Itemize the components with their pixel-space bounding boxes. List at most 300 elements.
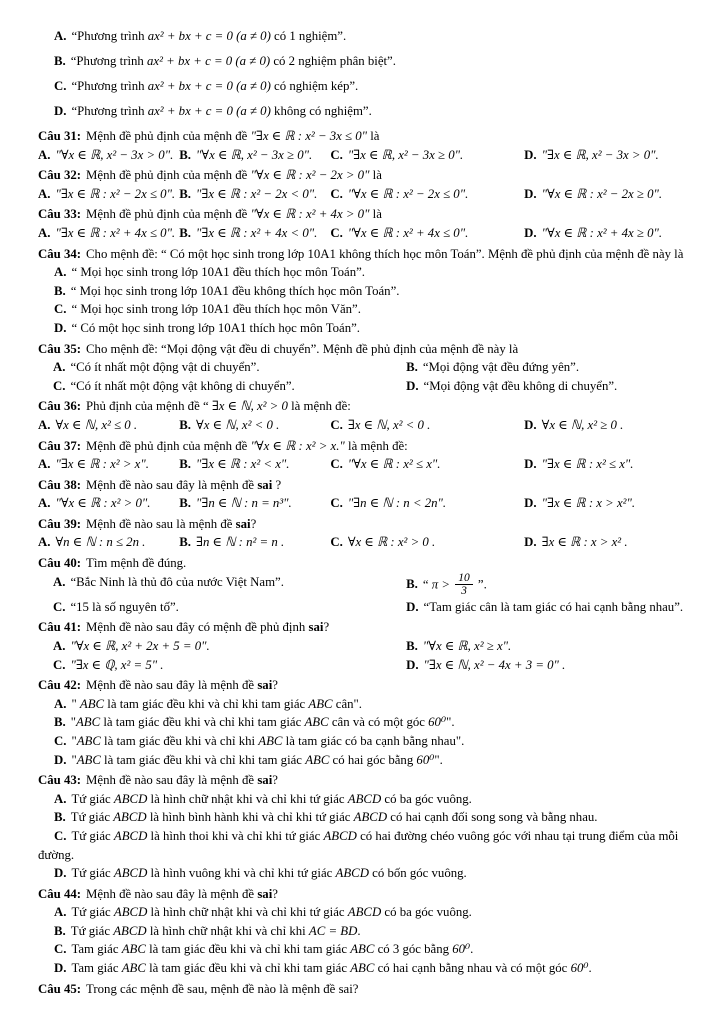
option-letter: B. <box>179 496 191 511</box>
question-stem <box>38 397 695 416</box>
text-segment: “ Có một học sinh trong lớp 10A1 thích học môn Toán”. <box>71 320 361 335</box>
option-B <box>179 185 330 204</box>
question-40 <box>38 554 695 616</box>
options <box>38 494 695 513</box>
text-segment: ax² + bx + c = 0 (a ≠ 0) <box>147 54 271 68</box>
option-letter: D. <box>54 320 67 335</box>
option-letter: C. <box>54 79 67 93</box>
option-A <box>38 455 179 474</box>
option-letter: A. <box>38 496 51 511</box>
text-segment: “Phương trình <box>70 54 148 68</box>
text-segment: ABCD <box>113 791 148 806</box>
text-segment: ∀x ∈ ℕ, x² ≥ 0 . <box>541 417 624 432</box>
option-A <box>38 790 695 809</box>
question-number: Câu 31: <box>38 129 82 143</box>
question-number: Câu 35: <box>38 341 82 356</box>
option-C <box>330 533 524 552</box>
option-letter: A. <box>53 360 66 375</box>
option-letter: C. <box>54 942 67 957</box>
question-33 <box>38 205 695 242</box>
option-letter: D. <box>524 225 537 240</box>
question-stem <box>38 437 695 456</box>
text-segment: "∀x ∈ ℝ : x² − 2x ≤ 0". <box>347 186 469 201</box>
option-B <box>179 494 330 513</box>
options <box>38 416 695 435</box>
text-segment: ? <box>272 678 278 693</box>
text-segment: " <box>71 733 77 748</box>
text-segment: ABCD <box>113 923 147 938</box>
text-segment: ABC <box>258 733 283 748</box>
text-segment: ABC <box>121 942 146 957</box>
text-segment: ? <box>272 773 278 788</box>
option-A <box>53 573 406 598</box>
option-letter: C. <box>330 417 343 432</box>
text-segment: "∀x ∈ ℝ : x² − 2x ≥ 0". <box>541 186 663 201</box>
text-segment: "∃x ∈ ℝ, x² − 3x > 0". <box>541 147 659 162</box>
option-letter: B. <box>406 577 418 592</box>
question-number: Câu 44: <box>38 886 82 901</box>
option-D <box>524 494 695 513</box>
text-segment: là hình bình hành khi và chỉ khi tứ giác <box>146 810 354 825</box>
text-segment: ABC <box>350 942 375 957</box>
option-letter: A. <box>54 265 67 280</box>
text-segment: "∀x ∈ ℝ : x² ≤ x". <box>347 457 441 472</box>
text-segment: Tứ giác <box>70 923 114 938</box>
text-segment: "∃x ∈ ℝ : x > x²". <box>541 496 636 511</box>
text-segment: có 1 nghiệm”. <box>270 29 347 43</box>
text-segment: “15 là số nguyên tố”. <box>70 599 179 614</box>
text-segment: Cho mệnh đề: “ Có một học sinh trong lớp 10A1 không thích học môn Toán”. Mệnh đề phủ định của mệnh đề này là <box>86 246 684 261</box>
text-segment: "∃x ∈ ℝ, x² − 3x ≥ 0". <box>347 147 464 162</box>
text-segment: ABC <box>75 715 101 730</box>
question-stem <box>38 476 695 495</box>
option-B <box>179 224 330 243</box>
text-segment: Mệnh đề nào sau đây có mệnh đề phủ định <box>86 620 309 635</box>
option-A <box>53 358 406 377</box>
option-A <box>38 695 695 714</box>
question-number: Câu 40: <box>38 556 82 571</box>
text-segment: Tứ giác <box>71 905 114 920</box>
text-segment: Tứ giác <box>71 791 114 806</box>
text-segment: 60⁰ <box>416 752 435 767</box>
text-segment: ABC <box>76 733 101 748</box>
question-number: Câu 33: <box>38 207 82 222</box>
option-letter: A. <box>54 791 67 806</box>
text-segment: ? <box>323 620 330 635</box>
text-segment: “ Mọi học sinh trong lớp 10A1 đều thích học môn Văn”. <box>71 302 361 317</box>
options <box>38 455 695 474</box>
text-segment: là tam giác đều khi và chỉ khi tam giác <box>145 961 351 976</box>
option-letter: D. <box>406 599 419 614</box>
option-letter: B. <box>179 147 191 162</box>
option-letter: B. <box>179 225 191 240</box>
text-segment: sai <box>257 477 273 492</box>
question-stem <box>38 515 695 534</box>
text-segment: là hình vuông khi và chỉ khi tứ giác <box>147 866 336 881</box>
text-segment: “Mọi động vật đều đứng yên”. <box>422 360 580 375</box>
text-segment: "∃x ∈ ℚ, x² = 5" . <box>70 657 164 672</box>
text-segment: ABC <box>308 696 333 711</box>
option-letter: B. <box>179 186 191 201</box>
text-segment: Mệnh đề nào sau đây là mệnh đề <box>86 477 258 492</box>
question-stem <box>38 771 695 790</box>
text-segment: Mệnh đề nào sau đây là mệnh đề <box>86 773 258 788</box>
text-segment: có hai cạnh bằng nhau và có một góc <box>374 961 571 976</box>
question-38 <box>38 476 695 513</box>
text-segment: ABCD <box>113 810 147 825</box>
text-segment: sai <box>257 773 273 788</box>
text-segment: Tứ giác <box>71 828 114 843</box>
option-C <box>330 185 524 204</box>
question-34 <box>38 245 695 338</box>
text-segment: ABCD <box>347 905 382 920</box>
text-segment: là tam giác đều khi và chỉ khi tam giác <box>145 942 351 957</box>
option-D <box>524 185 695 204</box>
option-letter: B. <box>54 715 66 730</box>
question-42 <box>38 676 695 769</box>
text-segment: “Có ít nhất một động vật di chuyển”. <box>70 360 260 375</box>
option-C <box>53 656 406 675</box>
text-segment: là hình chữ nhật khi và chỉ khi tứ giác <box>147 905 348 920</box>
text-segment: ". <box>434 752 443 767</box>
option-B <box>179 455 330 474</box>
option-letter: D. <box>524 147 537 162</box>
text-segment: sai <box>308 620 324 635</box>
question-43 <box>38 771 695 883</box>
question-number: Câu 42: <box>38 678 82 693</box>
option-A <box>38 903 695 922</box>
options <box>38 263 695 337</box>
option-D <box>524 146 695 165</box>
option-letter: D. <box>524 417 537 432</box>
question-36 <box>38 397 695 434</box>
text-segment: . <box>357 923 361 938</box>
question-number: Câu 34: <box>38 246 82 261</box>
question-stem <box>38 245 695 264</box>
question-35 <box>38 340 695 396</box>
option-letter: B. <box>406 360 418 375</box>
question-41 <box>38 618 695 674</box>
text-segment: là hình chữ nhật khi và chỉ khi <box>146 923 309 938</box>
option-A <box>38 146 179 165</box>
text-segment: "∃x ∈ ℝ : x² − 2x ≤ 0". <box>55 186 176 201</box>
text-segment: ∀n ∈ ℕ : n ≤ 2n . <box>55 535 146 550</box>
question-stem <box>38 127 695 146</box>
text-segment: Phủ định của mệnh đề “ <box>86 399 212 414</box>
option-letter: D. <box>54 961 67 976</box>
option-B <box>406 358 695 377</box>
text-segment: là tam giác đều khi và chỉ khi tam giác <box>104 696 309 711</box>
text-segment: "∀x ∈ ℝ, x² − 3x > 0". <box>55 147 174 162</box>
options <box>38 358 695 395</box>
text-segment: "∀x ∈ ℝ : x² + 4x ≥ 0". <box>541 225 663 240</box>
text-segment: ∀x ∈ ℕ, x² < 0 . <box>196 417 280 432</box>
option-letter: A. <box>38 225 51 240</box>
text-segment: là hình thoi khi và chỉ khi tứ giác <box>147 828 324 843</box>
option-D <box>38 319 695 338</box>
text-segment: "∃x ∈ ℝ : x² > x". <box>55 457 149 472</box>
option-letter: A. <box>54 29 67 43</box>
text-segment: "∀x ∈ ℝ : x² − 2x > 0" <box>250 168 370 183</box>
question-32 <box>38 166 695 203</box>
text-segment: . <box>588 961 592 976</box>
option-A <box>38 224 179 243</box>
option-D <box>524 224 695 243</box>
text-segment: 60⁰ <box>570 961 589 976</box>
option-D <box>38 751 695 770</box>
question-number: Câu 41: <box>38 620 82 635</box>
text-segment: "∃x ∈ ℝ : x² < x". <box>196 457 290 472</box>
question-stem <box>38 340 695 359</box>
option-letter: B. <box>179 457 191 472</box>
question-39 <box>38 515 695 552</box>
text-segment: "∀x ∈ ℝ, x² ≥ x". <box>422 638 512 653</box>
option-A <box>38 263 695 282</box>
fraction <box>455 572 473 597</box>
option-C <box>38 300 695 319</box>
text-segment: Tìm mệnh đề đúng. <box>86 556 187 571</box>
text-segment: "∃x ∈ ℝ : x² − 2x < 0". <box>196 186 318 201</box>
text-segment: Mệnh đề nào sau là mệnh đề <box>86 516 236 531</box>
text-segment: 60⁰ <box>428 715 447 730</box>
option-B <box>406 573 695 598</box>
text-segment: có 3 góc bằng <box>374 942 453 957</box>
question-number: Câu 37: <box>38 438 82 453</box>
text-segment: ABC <box>304 715 329 730</box>
text-segment: “ <box>422 577 432 592</box>
text-segment: ABC <box>79 696 105 711</box>
option-C <box>330 416 524 435</box>
option-letter: D. <box>54 104 67 118</box>
text-segment: là mệnh đề: <box>344 438 408 453</box>
option-letter: B. <box>179 535 191 550</box>
text-segment: "∀x ∈ ℝ : x² > 0". <box>55 496 151 511</box>
text-segment: “Phương trình <box>71 104 148 118</box>
question-number: Câu 43: <box>38 773 82 788</box>
text-segment: Mệnh đề phủ định của mệnh đề <box>86 129 251 143</box>
option-letter: B. <box>406 638 418 653</box>
option-letter: D. <box>406 378 419 393</box>
question-45 <box>38 980 695 999</box>
question-44 <box>38 885 695 978</box>
options <box>38 695 695 769</box>
option-D <box>38 864 695 883</box>
exam-body <box>38 24 695 998</box>
option-C <box>330 494 524 513</box>
text-segment: " <box>71 696 80 711</box>
text-segment: sai <box>235 516 251 531</box>
option-A <box>38 416 179 435</box>
option-A <box>38 185 179 204</box>
intro-options <box>38 24 695 124</box>
option-C <box>330 455 524 474</box>
option-C <box>53 377 406 396</box>
text-segment: là tam giác có ba cạnh bằng nhau". <box>282 733 465 748</box>
options <box>38 790 695 883</box>
option-letter: C. <box>330 496 343 511</box>
options <box>38 224 695 243</box>
text-segment: ∃x ∈ ℕ, x² > 0 <box>211 399 288 414</box>
option-letter: B. <box>179 417 191 432</box>
text-segment: “Phương trình <box>71 79 148 93</box>
text-segment: Mệnh đề nào sau đây là mệnh đề <box>86 678 258 693</box>
text-segment: Mệnh đề phủ định của mệnh đề <box>86 168 251 183</box>
option-C <box>330 224 524 243</box>
text-segment: ABCD <box>335 866 369 881</box>
options <box>38 573 695 617</box>
option-letter: C. <box>330 147 343 162</box>
text-segment: có bốn góc vuông. <box>368 866 467 881</box>
text-segment: Mệnh đề phủ định của mệnh đề <box>86 207 251 222</box>
option-D <box>524 416 695 435</box>
text-segment: ABC <box>305 752 330 767</box>
option-letter: A. <box>54 696 67 711</box>
text-segment: Tứ giác <box>71 866 114 881</box>
text-segment: là tam giác đều khi và chỉ khi tam giác <box>100 715 305 730</box>
option-D <box>406 656 695 675</box>
fraction-denominator: 3 <box>461 584 467 597</box>
text-segment: "∀x ∈ ℝ : x² + 4x > 0" <box>250 207 370 222</box>
text-segment: ABCD <box>323 828 357 843</box>
text-segment: "∃x ∈ ℕ, x² − 4x + 3 = 0" . <box>423 657 566 672</box>
text-segment: có nghiệm kép”. <box>270 79 359 93</box>
text-segment: “ Mọi học sinh trong lớp 10A1 đều thích học môn Toán”. <box>71 265 365 280</box>
text-segment: ABCD <box>113 866 148 881</box>
question-37 <box>38 437 695 474</box>
option-letter: A. <box>38 147 51 162</box>
option-letter: D. <box>406 657 419 672</box>
option-letter: B. <box>54 923 66 938</box>
options <box>38 185 695 204</box>
question-stem <box>38 166 695 185</box>
text-segment: có hai đường chéo vuông góc với nhau tại trung điểm của mỗi đường. <box>38 828 679 862</box>
text-segment: ax² + bx + c = 0 (a ≠ 0) <box>147 29 271 43</box>
option-B <box>406 637 695 656</box>
text-segment: "∀x ∈ ℝ, x² − 3x ≥ 0". <box>196 147 313 162</box>
text-segment: Cho mệnh đề: “Mọi động vật đều di chuyển”. Mệnh đề phủ định của mệnh đề này là <box>86 341 519 356</box>
text-segment: " <box>70 715 76 730</box>
option-D <box>38 959 695 978</box>
option-D <box>524 533 695 552</box>
question-31 <box>38 127 695 164</box>
text-segment: " <box>71 752 77 767</box>
text-segment: ABCD <box>347 791 382 806</box>
text-segment: Tam giác <box>71 942 122 957</box>
text-segment: ∀x ∈ ℝ : x² > 0 . <box>347 535 436 550</box>
text-segment: là <box>367 129 380 143</box>
option-letter: A. <box>38 417 51 432</box>
question-stem <box>38 980 695 999</box>
option-letter: D. <box>524 535 537 550</box>
option-letter: B. <box>54 810 66 825</box>
option-letter: C. <box>330 535 343 550</box>
option-D <box>524 455 695 474</box>
text-segment: "∀x ∈ ℝ : x² + 4x ≤ 0". <box>347 225 469 240</box>
option-B <box>179 533 330 552</box>
option-letter: B. <box>54 54 66 68</box>
option-letter: C. <box>53 657 66 672</box>
option-D <box>406 377 695 396</box>
option-D <box>406 598 695 617</box>
option-C <box>330 146 524 165</box>
option-A <box>38 533 179 552</box>
option-C <box>53 598 406 617</box>
option-letter: C. <box>330 186 343 201</box>
option-B <box>38 713 695 732</box>
text-segment: "∃x ∈ ℝ : x² ≤ x". <box>541 457 634 472</box>
option-letter: D. <box>524 457 537 472</box>
option-letter: A. <box>38 186 51 201</box>
text-segment: có hai góc bằng <box>329 752 417 767</box>
option-letter: C. <box>54 733 67 748</box>
intro-option-A <box>38 24 695 49</box>
text-segment: AC = BD <box>308 923 358 938</box>
text-segment: ∃x ∈ ℝ : x > x² . <box>541 535 628 550</box>
text-segment: có 2 nghiệm phân biệt”. <box>270 54 396 68</box>
text-segment: ". <box>446 715 455 730</box>
text-segment: có ba góc vuông. <box>381 791 472 806</box>
text-segment: là <box>369 207 382 222</box>
text-segment: là <box>369 168 382 183</box>
option-B <box>179 146 330 165</box>
option-C <box>38 940 695 959</box>
text-segment: Mệnh đề phủ định của mệnh đề <box>86 438 251 453</box>
question-number: Câu 36: <box>38 399 82 414</box>
option-B <box>38 282 695 301</box>
text-segment: ? <box>272 477 282 492</box>
text-segment: ∃n ∈ ℕ : n² = n . <box>196 535 285 550</box>
option-C <box>38 827 695 864</box>
text-segment: ∀x ∈ ℕ, x² ≤ 0 . <box>55 417 138 432</box>
option-letter: A. <box>54 905 67 920</box>
text-segment: ABCD <box>353 810 388 825</box>
question-stem <box>38 885 695 904</box>
text-segment: “Có ít nhất một động vật không di chuyển”. <box>70 378 295 393</box>
text-segment: Tứ giác <box>70 810 114 825</box>
text-segment: sai <box>257 886 273 901</box>
text-segment: Trong các mệnh đề sau, mệnh đề nào là mệnh đề sai? <box>86 981 359 996</box>
text-segment: . <box>470 942 474 957</box>
text-segment: “Phương trình <box>71 29 148 43</box>
text-segment: là hình chữ nhật khi và chỉ khi tứ giác <box>147 791 348 806</box>
text-segment: có hai cạnh đối song song và bằng nhau. <box>387 810 598 825</box>
text-segment: cân". <box>332 696 362 711</box>
text-segment: "∃x ∈ ℝ : x² + 4x ≤ 0". <box>55 225 176 240</box>
text-segment: ABCD <box>113 905 148 920</box>
text-segment: π > <box>431 577 454 592</box>
text-segment: sai <box>257 678 273 693</box>
option-B <box>179 416 330 435</box>
text-segment: là tam giác đều khi và chỉ khi tam giác <box>100 752 306 767</box>
question-stem <box>38 554 695 573</box>
option-letter: D. <box>524 496 537 511</box>
option-letter: D. <box>54 752 67 767</box>
text-segment: “Bắc Ninh là thủ đô của nước Việt Nam”. <box>70 574 284 589</box>
option-letter: A. <box>38 535 51 550</box>
question-stem <box>38 618 695 637</box>
text-segment: ? <box>250 516 257 531</box>
text-segment: "∃n ∈ ℕ : n = n³". <box>196 496 292 511</box>
option-letter: C. <box>53 378 66 393</box>
intro-option-B <box>38 49 695 74</box>
text-segment: “Tam giác cân là tam giác có hai cạnh bằng nhau”. <box>423 599 684 614</box>
text-segment: cân và có một góc <box>328 715 429 730</box>
text-segment: "∃n ∈ ℕ : n < 2n". <box>347 496 447 511</box>
text-segment: Mệnh đề nào sau đây là mệnh đề <box>86 886 258 901</box>
text-segment: Tam giác <box>71 961 122 976</box>
options <box>38 533 695 552</box>
option-C <box>38 732 695 751</box>
